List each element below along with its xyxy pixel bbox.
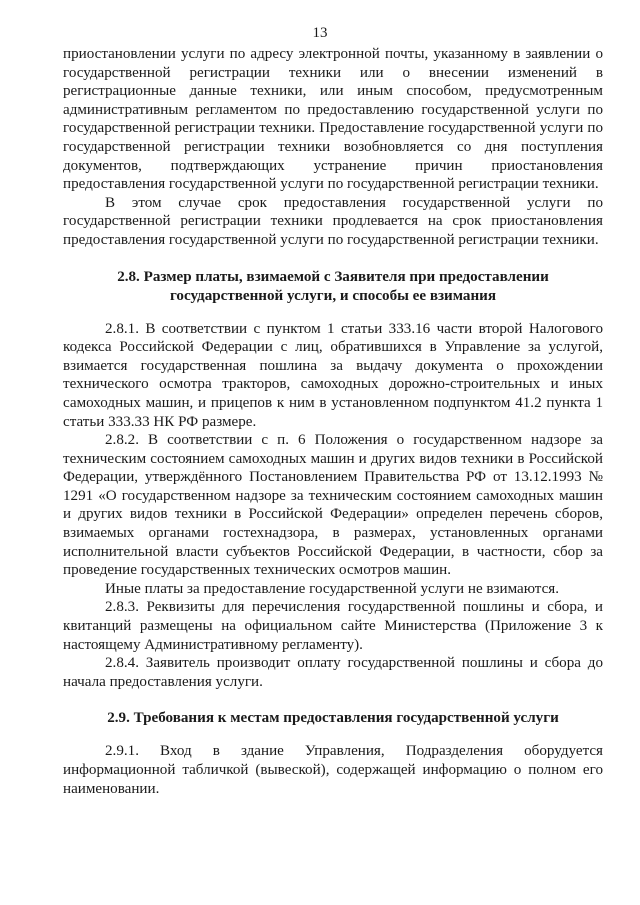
paragraph-2-8-2: 2.8.2. В соответствии с п. 6 Положения о государственном надзоре за техническим состоянием самоходных машин и других видов техники в Российской Федерации, утверждённого Постановлением Правительства РФ от 13.12.1993 № 1291 «О государственном надзоре за техническим состоянием самоходных машин и других видов техники в Российской Федерации» определен перечень сборов, взимаемых органами гостехнадзора, в размерах, установленных органами исполнительной власти субъектов Российской Федерации, в частности, сбор за проведение государственных технических осмотров машин. (63, 432, 603, 579)
document-body (63, 45, 603, 798)
paragraph-2-8-4: 2.8.4. Заявитель производит оплату государственной пошлины и сбора до начала предоставления услуги. (63, 655, 603, 690)
paragraph-other-fees: Иные платы за предоставление государственной услуги не взимаются. (105, 580, 559, 597)
paragraph-2-8-3: 2.8.3. Реквизиты для перечисления государственной пошлины и сбора, и квитанций размещены на официальном сайте Министерства (Приложение 3 к настоящему Административному регламенту). (63, 599, 603, 653)
paragraph-term-extension: В этом случае срок предоставления государственной услуги по государственной регистрации техники продлевается на срок приостановления предоставления государственной услуги по государственной регистрации техники. (63, 194, 603, 248)
paragraph-2-9-1: 2.9.1. Вход в здание Управления, Подразделения оборудуется информационной табличкой (вывеской), содержащей информацию о полном его наименовании. (63, 743, 603, 797)
page-number: 13 (312, 25, 328, 41)
paragraph-2-8-1: 2.8.1. В соответствии с пунктом 1 статьи 333.16 части второй Налогового кодекса Российской Федерации с лиц, обратившихся в Управление за услугой, взимается государственная пошлина за выдачу документа о прохождении технического осмотра тракторов, самоходных дорожно-строительных и иных самоходных машин, и прицепов к ним в установленном подпунктом 41.2 пункта 1 статьи 333.33 НК РФ размере. (63, 320, 603, 430)
paragraph-suspension-notice: приостановлении услуги по адресу электронной почты, указанному в заявлении о государственной регистрации техники или о внесении изменений в регистрационные данные техники, или иным способом, предусмотренным административным регламентом по предоставлению государственной услуги по государственной регистрации техники. Предоставление государственной услуги по государственной регистрации техники возобновляется со дня поступления документов, подтверждающих устранение причин приостановления предоставления государственной услуги по государственной регистрации техники. (63, 46, 603, 193)
section-heading-2-9: 2.9. Требования к местам предоставления государственной услуги (107, 710, 559, 727)
section-heading-2-8: 2.8. Размер платы, взимаемой с Заявителя при предоставлении государственной услуги, и способы ее взимания (117, 268, 549, 304)
